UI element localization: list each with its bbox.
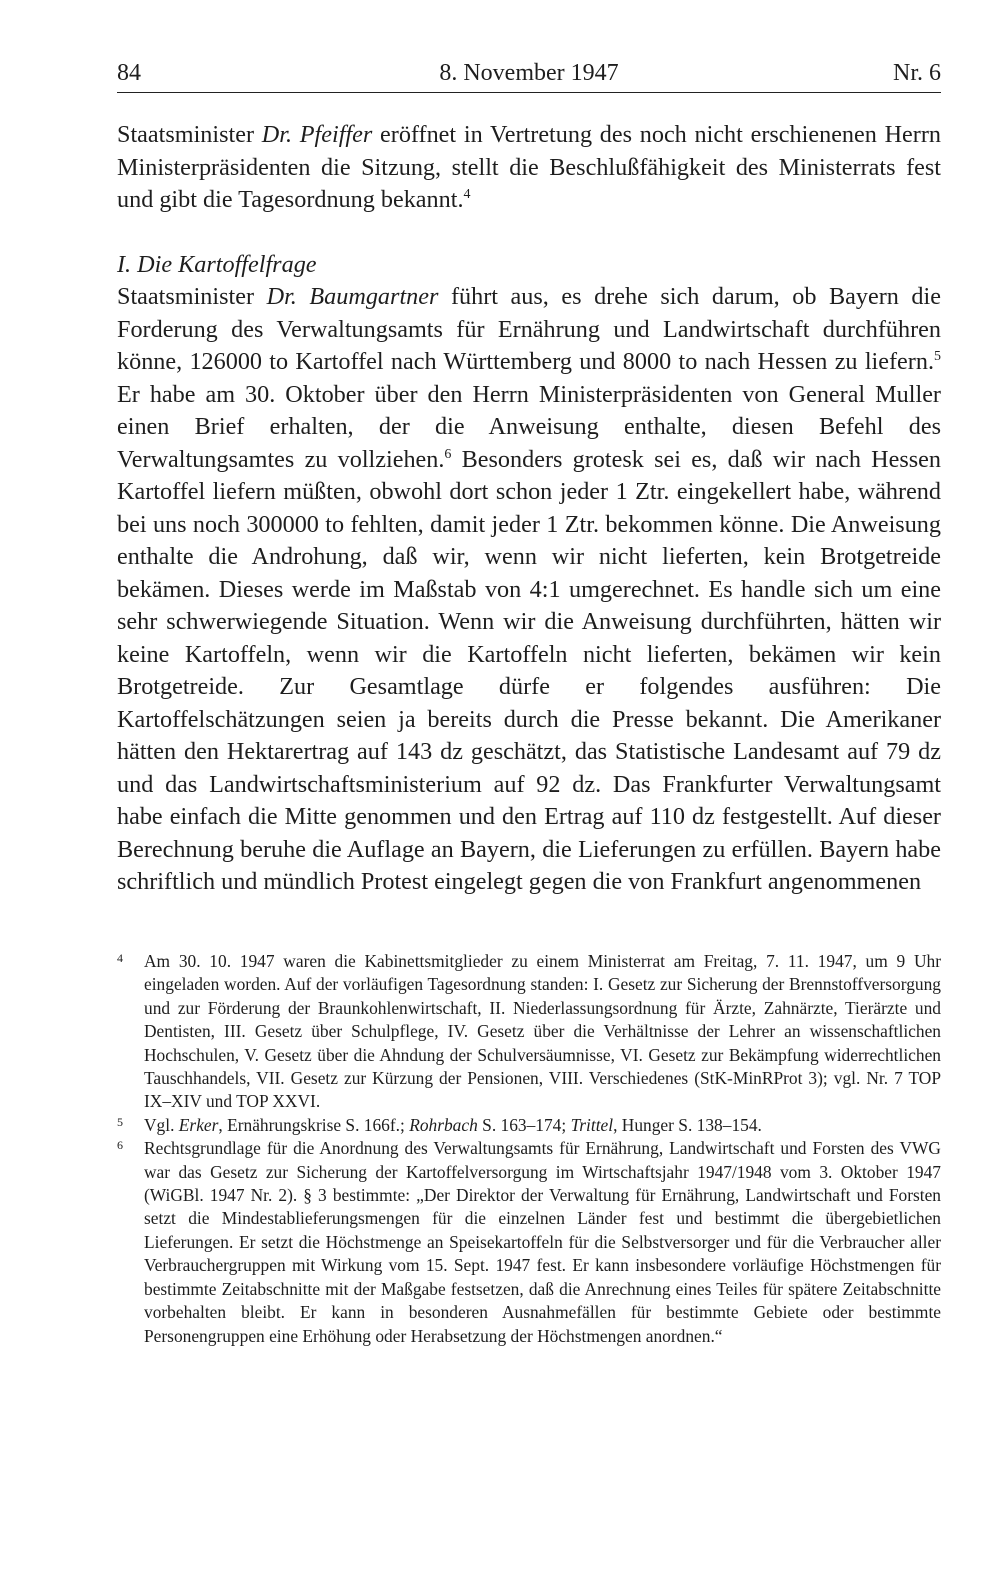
footnote-text: Rechtsgrundlage für die Anordnung des Verwaltungsamts für Ernährung, Landwirtschaft und Forsten des VWG war das Gesetz zur Sicherung der Kartoffelversorgung im Wirtschaftsjahr 1947/1948 vom 3. Oktober 1947 (WiGBl. 1947 Nr. 2). § 3 bestimmte: „Der Direktor der Verwaltung für Ernährung, Landwirtschaft und Forsten setzt die Mindestablieferungsmengen für die einzelnen Länder fest und bestimmt die übergebietlichen Lieferungen. Er setzt die Höchstmenge an Speisekartoffeln für die Selbstversorger und für die Verbraucher aller Verbrauchergruppen mit Wirkung vom 15. Sept. 1947 fest. Er kann insbesondere vorläufige Höchstmengen für bestimmte Zeitabschnitte mit der Maßgabe festsetzen, daß die Anrechnung eines Teiles für spätere Zeitabschnitte vorbehalten bleibt. Er kann in besonderen Ausnahmefällen für bestimmte Gebiete oder bestimmte Personengruppen eine Erhöhung oder Herabsetzung der Höchstmengen anordnen.“ bbox=[144, 1138, 941, 1346]
footnote-ref-6: 6 bbox=[444, 446, 452, 462]
page-number: 84 bbox=[117, 60, 141, 86]
speaker-name: Dr. Baumgartner bbox=[266, 283, 439, 310]
footnote-mark: 6 bbox=[117, 1138, 123, 1153]
footnote-4 bbox=[117, 950, 941, 1114]
footnote-mark: 5 bbox=[117, 1114, 123, 1129]
footnote-text: Am 30. 10. 1947 waren die Kabinettsmitglieder zu einem Ministerrat am Freitag, 7. 11. 1947, um 9 Uhr eingeladen worden. Auf der vorläufigen Tagesordnung standen: I. Gesetz zur Sicherung der Brennstoffversorgung und zur Förderung der Braunkohlenwirtschaft, II. Niederlassungsordnung für Ärzte, Zahnärzte, Tierärzte und Dentisten, III. Gesetz über Schulpflege, IV. Gesetz über die Verhältnisse der Lehrer an wissenschaftlichen Hochschulen, V. Gesetz über die Ahndung der Schulversäumnisse, VI. Gesetz zur Bekämpfung widerrechtlichen Tauschhandels, VII. Gesetz zur Kürzung der Pensionen, VIII. Verschiedenes (StK-MinRProt 3); vgl. Nr. 7 TOP IX–XIV und TOP XXVI. bbox=[144, 951, 941, 1112]
main-text-4: Besonders grotesk sei es, daß wir nach Hessen Kartoffel liefern müßten, obwohl dort schon jeder 1 Ztr. eingekellert habe, während bei uns noch 300000 to fehlten, damit jeder 1 Ztr. bekommen könne. Die Anweisung enthalte die Androhung, daß wir, wenn wir nicht lieferten, kein Brotgetreide bekämen. Dieses werde im Maßstab von 4:1 umgerechnet. Es handle sich um eine sehr schwerwiegende Situation. Wenn wir die Anweisung durchführten, hätten wir keine Kartoffeln, wenn wir die Kartoffeln nicht lieferten, bekämen wir kein Brotgetreide. Zur Gesamtlage dürfe er folgendes ausführen: Die Kartoffelschätzungen seien ja bereits durch die Presse bekannt. Die Amerikaner hätten den Hektarertrag auf 143 dz geschätzt, das Statistische Landesamt auf 79 dz und das Landwirtschaftsministerium auf 92 dz. Das Frankfurter Verwaltungsamt habe einfach die Mitte genommen und den Ertrag auf 110 dz festgestellt. Auf dieser Berechnung beruhe die Auflage an Bayern, die Lieferungen zu erfüllen. Bayern habe schriftlich und mündlich Protest eingelegt gegen die von Frankfurt angenommenen bbox=[117, 445, 941, 895]
footnote-ref-4: 4 bbox=[463, 187, 471, 202]
footnote-5 bbox=[117, 1114, 941, 1137]
cited-author: Rohrbach bbox=[409, 1114, 478, 1135]
footnotes bbox=[117, 950, 941, 1348]
main-paragraph bbox=[117, 281, 941, 899]
main-text-1: Staatsminister bbox=[117, 283, 267, 310]
footnote-6 bbox=[117, 1137, 941, 1348]
speaker-name: Dr. Pfeiffer bbox=[261, 121, 373, 148]
cited-author: Erker bbox=[178, 1114, 219, 1135]
footnote-text: , Hunger S. 138–154. bbox=[613, 1114, 762, 1135]
footnote-mark: 4 bbox=[117, 951, 123, 965]
running-header bbox=[117, 58, 941, 88]
opening-paragraph bbox=[117, 119, 941, 217]
main-text-3: Er habe am 30. Oktober über den Herrn Ministerpräsidenten von General Muller einen Brief erhalten, der die Anweisung enthalte, diesen Befehl des Verwaltungsamtes zu vollziehen. bbox=[117, 380, 941, 473]
footnote-text: , Ernährungskrise S. 166f.; bbox=[218, 1114, 410, 1135]
cited-author: Trittel bbox=[570, 1114, 614, 1135]
header-date: 8. November 1947 bbox=[439, 60, 619, 86]
main-text bbox=[117, 119, 941, 899]
header-rule bbox=[117, 92, 941, 93]
agenda-item-heading: I. Die Kartoffelfrage bbox=[117, 250, 317, 278]
footnote-text: Vgl. bbox=[144, 1114, 179, 1135]
opening-text-1: Staatsminister bbox=[117, 121, 262, 148]
footnote-ref-5: 5 bbox=[934, 349, 941, 364]
opening-text-2: eröffnet in Vertretung des noch nicht erschienenen Herrn Ministerpräsidenten die Sitzung, stellt die Beschlußfähigkeit des Ministerrats fest und gibt die Tagesordnung bekannt. bbox=[117, 121, 941, 213]
footnote-text: S. 163–174; bbox=[477, 1114, 571, 1135]
main-text-2: führt aus, es drehe sich darum, ob Bayern die Forderung des Verwaltungsamts für Ernährung und Landwirtschaft durchführen könne, 126000 to Kartoffel nach Württemberg und 8000 to nach Hessen zu liefern. bbox=[117, 283, 941, 375]
document-number: Nr. 6 bbox=[893, 60, 941, 86]
